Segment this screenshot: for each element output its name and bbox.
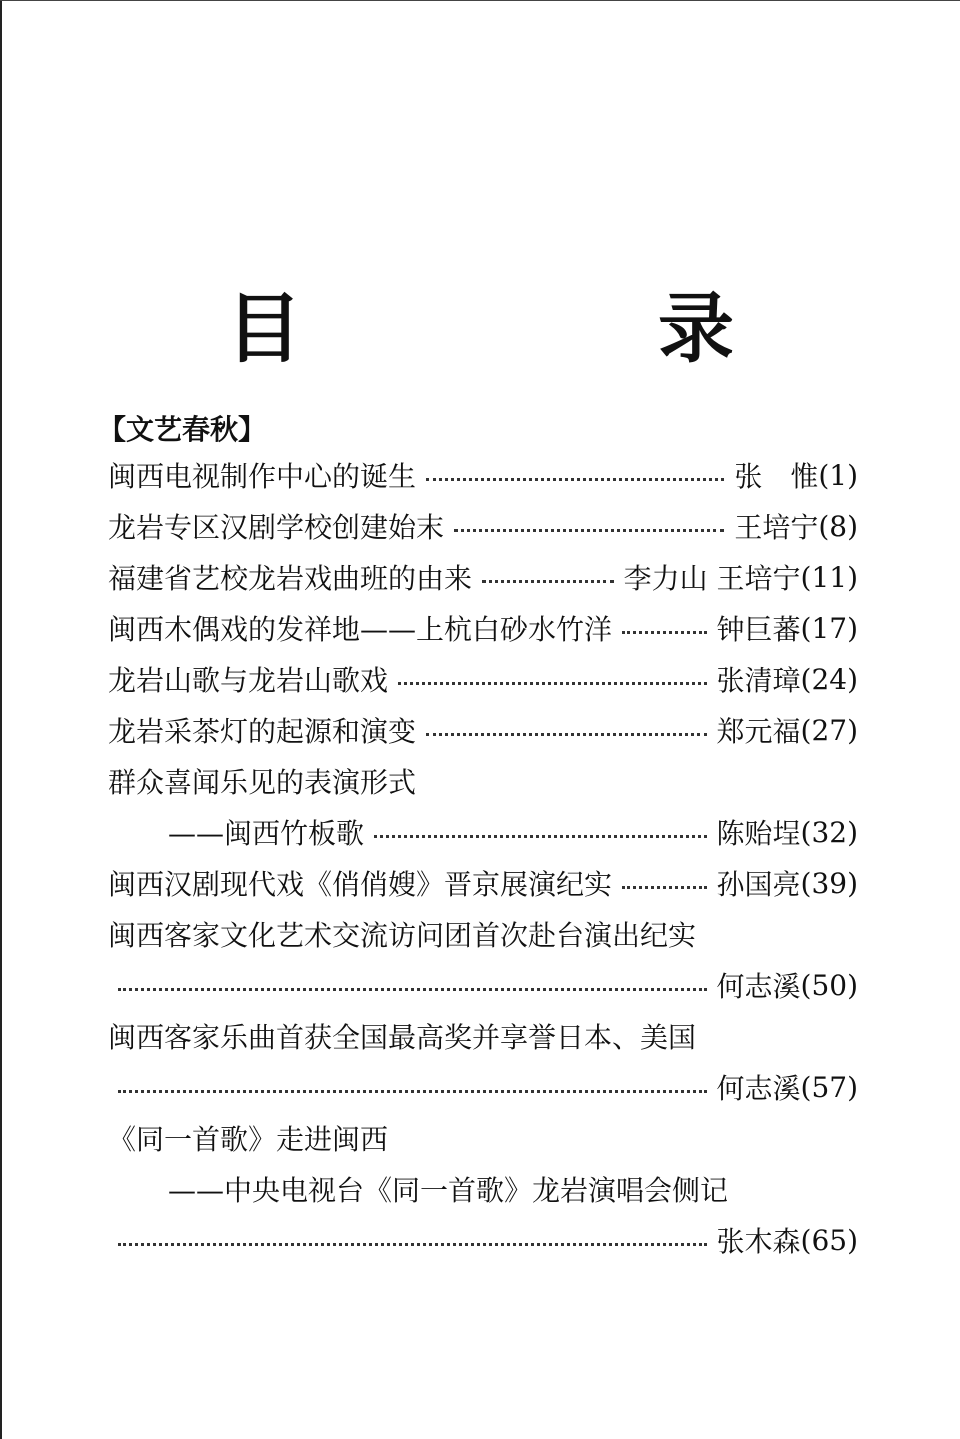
toc-entry-title: 闽西木偶戏的发祥地——上杭白砂水竹洋 — [108, 613, 613, 646]
leader-dots — [482, 580, 614, 583]
toc-entry-author: 王培宁 — [734, 511, 819, 544]
toc-entry-subtitle: ——闽西竹板歌 — [168, 817, 365, 850]
section-heading: 【文艺春秋】 — [98, 413, 267, 446]
toc-entry-page: (65) — [800, 1223, 858, 1257]
toc-entry-subtitle: ——中央电视台《同一首歌》龙岩演唱会侧记 — [168, 1174, 729, 1207]
toc-entry[interactable] — [108, 506, 858, 546]
toc-entry[interactable] — [108, 455, 858, 495]
leader-dots — [622, 886, 706, 889]
leader-dots — [374, 835, 706, 838]
toc-entry[interactable] — [108, 710, 858, 750]
leader-dots — [454, 529, 724, 532]
toc-entry-author: 陈贻埕 — [716, 817, 801, 850]
leader-dots — [426, 478, 724, 481]
toc-entry-title: 《同一首歌》走进闽西 — [108, 1123, 389, 1156]
toc-entry-title: 闽西客家乐曲首获全国最高奖并享誉日本、美国 — [108, 1021, 697, 1054]
toc-entry-author: 张 惟 — [734, 460, 819, 493]
toc-entry[interactable] — [108, 914, 858, 954]
toc-entry-author: 何志溪 — [716, 970, 801, 1003]
leader-dots — [426, 733, 706, 736]
page-title: 目 录 — [226, 284, 874, 373]
toc-entry-author: 郑元福 — [716, 715, 801, 748]
leader-dots — [622, 631, 706, 634]
toc-entry-title: 闽西汉剧现代戏《俏俏嫂》晋京展演纪实 — [108, 868, 613, 901]
toc-entry-author: 钟巨蕃 — [716, 613, 801, 646]
toc-entry-title: 闽西电视制作中心的诞生 — [108, 460, 417, 493]
toc-entry-author: 张木森 — [716, 1225, 801, 1258]
toc-entry-subline[interactable] — [118, 965, 858, 1005]
toc-entry-page: (1) — [818, 458, 858, 492]
toc-entry-title: 龙岩山歌与龙岩山歌戏 — [108, 664, 389, 697]
toc-entry-subline[interactable] — [168, 812, 858, 852]
toc-entry[interactable] — [108, 608, 858, 648]
toc-entry-subline[interactable] — [118, 1067, 858, 1107]
page-border-left — [0, 0, 2, 1439]
toc-entry[interactable] — [108, 761, 858, 801]
toc-entry[interactable] — [108, 1016, 858, 1056]
toc-entry-title: 群众喜闻乐见的表演形式 — [108, 766, 417, 799]
leader-dots — [118, 1090, 707, 1093]
leader-dots — [118, 988, 707, 991]
toc-entry-page: (17) — [800, 611, 858, 645]
toc-entry[interactable] — [108, 659, 858, 699]
toc-entry-page: (8) — [818, 509, 858, 543]
toc-entry-page: (27) — [800, 713, 858, 747]
toc-entry-page: (11) — [800, 560, 858, 594]
toc-entry[interactable] — [108, 863, 858, 903]
toc-entry[interactable] — [108, 1118, 858, 1158]
leader-dots — [398, 682, 706, 685]
toc-entry-title: 福建省艺校龙岩戏曲班的由来 — [108, 562, 473, 595]
toc-entry-page: (50) — [800, 968, 858, 1002]
toc-entry-title: 闽西客家文化艺术交流访问团首次赴台演出纪实 — [108, 919, 697, 952]
toc-entry-page: (24) — [800, 662, 858, 696]
toc-entry-page: (39) — [800, 866, 858, 900]
toc-entry-title: 龙岩专区汉剧学校创建始末 — [108, 511, 445, 544]
leader-dots — [118, 1243, 707, 1246]
toc-entry-author: 张清璋 — [716, 664, 801, 697]
toc-entry-title: 龙岩采茶灯的起源和演变 — [108, 715, 417, 748]
toc-entry-author: 何志溪 — [716, 1072, 801, 1105]
toc-entry-author: 李力山 王培宁 — [623, 562, 801, 595]
toc-entry-subline — [168, 1169, 918, 1209]
page-border-top — [0, 0, 960, 1]
toc-entry-page: (32) — [800, 815, 858, 849]
toc-entry[interactable] — [108, 557, 858, 597]
toc-entry-page: (57) — [800, 1070, 858, 1104]
toc-entry-subline[interactable] — [118, 1220, 858, 1260]
toc-entry-author: 孙国亮 — [716, 868, 801, 901]
